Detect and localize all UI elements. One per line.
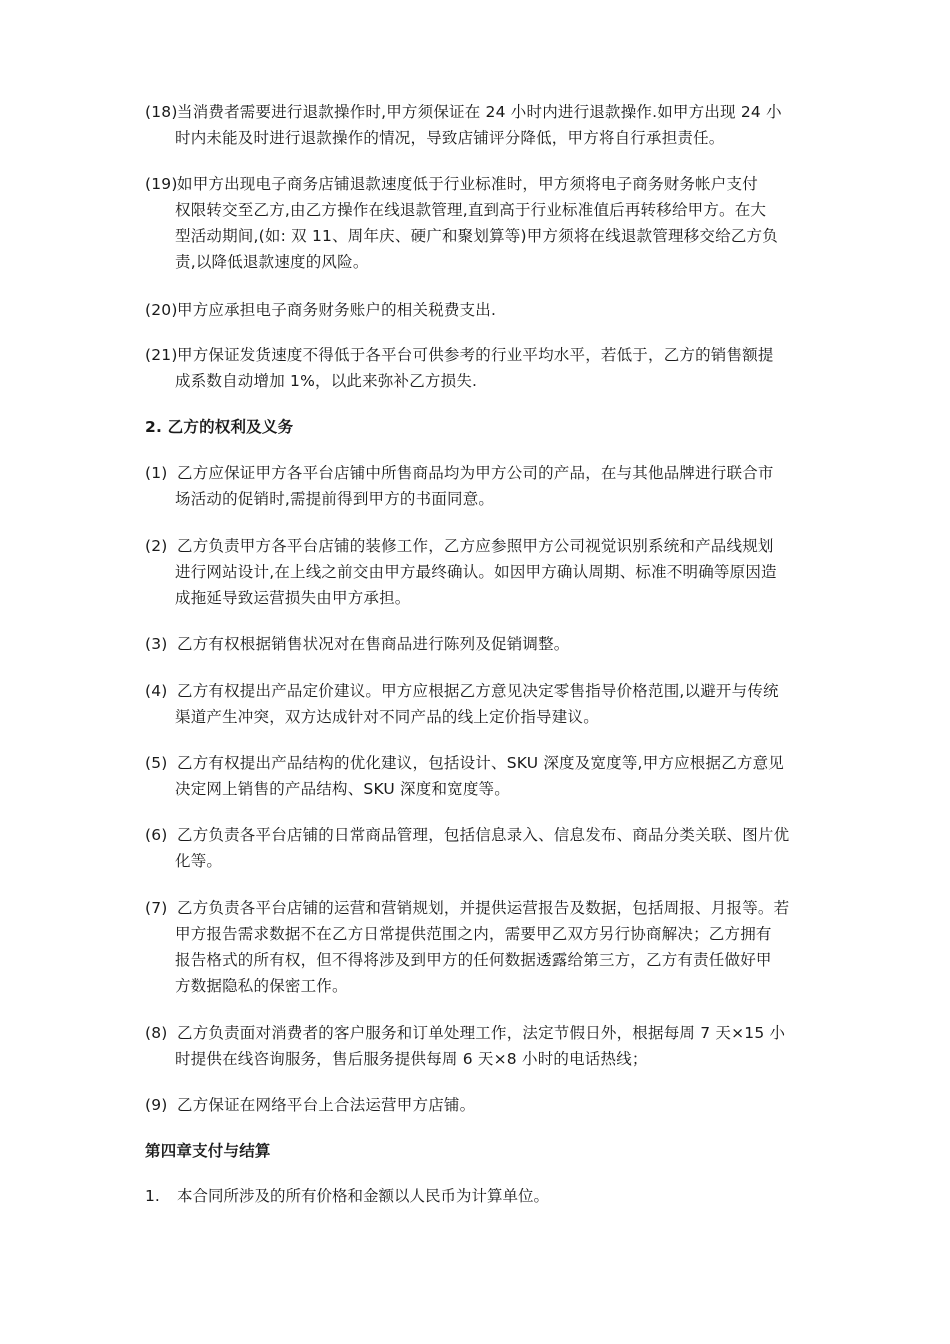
clause-text-line: 成拖延导致运营损失由甲方承担。 <box>175 589 411 607</box>
sec2-clause-5 <box>145 750 810 802</box>
clause-text-line: 乙方应保证甲方各平台店铺中所售商品均为甲方公司的产品，在与其他品牌进行联合市 <box>177 464 774 482</box>
clause-text-line: 乙方有权提出产品结构的优化建议，包括设计、SKU 深度及宽度等,甲方应根据乙方意见 <box>177 754 784 772</box>
clause-text-line: 决定网上销售的产品结构、SKU 深度和宽度等。 <box>175 780 510 798</box>
clause-text-line: 渠道产生冲突，双方达成针对不同产品的线上定价指导建议。 <box>175 708 599 726</box>
chapter4-clause-1 <box>145 1183 549 1209</box>
sec2-clause-2 <box>145 533 810 611</box>
clause-18 <box>145 99 810 151</box>
clause-19 <box>145 171 810 275</box>
sec2-clause-4 <box>145 678 810 730</box>
sec2-clause-8 <box>145 1020 810 1072</box>
clause-text-line: 当消费者需要进行退款操作时,甲方须保证在 24 小时内进行退款操作.如甲方出现 24 小 <box>177 103 782 121</box>
clause-number: (19) <box>145 175 178 193</box>
clause-text-line: 报告格式的所有权，但不得将涉及到甲方的任何数据透露给第三方，乙方有责任做好甲 <box>175 951 772 969</box>
sec2-clause-6 <box>145 822 810 874</box>
clause-number: (2) <box>145 537 168 555</box>
clause-number: (1) <box>145 464 168 482</box>
clause-number: (9) <box>145 1096 168 1114</box>
clause-text-line: 乙方负责面对消费者的客户服务和订单处理工作，法定节假日外，根据每周 7 天×15 小 <box>177 1024 786 1042</box>
clause-text-line: 时内未能及时进行退款操作的情况，导致店铺评分降低，甲方将自行承担责任。 <box>175 129 725 147</box>
clause-20 <box>145 297 810 323</box>
clause-text-line: 乙方负责甲方各平台店铺的装修工作，乙方应参照甲方公司视觉识别系统和产品线规划 <box>177 537 774 555</box>
clause-text-line: 权限转交至乙方,由乙方操作在线退款管理,直到高于行业标准值后再转移给甲方。在大 <box>175 201 767 219</box>
clause-number: (20) <box>145 301 178 319</box>
clause-text-line: 甲方应承担电子商务财务账户的相关税费支出. <box>177 301 497 319</box>
clause-text-line: 时提供在线咨询服务，售后服务提供每周 6 天×8 小时的电话热线； <box>175 1050 648 1068</box>
sec2-clause-7 <box>145 895 810 999</box>
sec2-clause-9 <box>145 1092 810 1118</box>
chapter-4-heading: 第四章支付与结算 <box>145 1142 271 1160</box>
clause-text-line: 乙方负责各平台店铺的运营和营销规划，并提供运营报告及数据，包括周报、月报等。若 <box>177 899 790 917</box>
clause-number: (7) <box>145 899 168 917</box>
sec2-clause-1 <box>145 460 810 512</box>
clause-number: (18) <box>145 103 178 121</box>
clause-number: (5) <box>145 754 168 772</box>
clause-text-line: 进行网站设计,在上线之前交由甲方最终确认。如因甲方确认周期、标准不明确等原因造 <box>175 563 777 581</box>
section-2-heading: 2. 乙方的权利及义务 <box>145 418 294 436</box>
clause-text-line: 方数据隐私的保密工作。 <box>175 977 348 995</box>
clause-text-line: 成系数自动增加 1%，以此来弥补乙方损失. <box>175 372 478 390</box>
clause-text-line: 乙方负责各平台店铺的日常商品管理，包括信息录入、信息发布、商品分类关联、图片优 <box>177 826 790 844</box>
sec2-clause-3 <box>145 631 810 657</box>
clause-text-line: 乙方保证在网络平台上合法运营甲方店铺。 <box>177 1096 476 1114</box>
clause-number: (6) <box>145 826 168 844</box>
clause-21 <box>145 342 810 394</box>
clause-text-line: 如甲方出现电子商务店铺退款速度低于行业标准时，甲方须将电子商务财务帐户支付 <box>177 175 758 193</box>
clause-text-line: 型活动期间,(如: 双 11、周年庆、硬广和聚划算等)甲方须将在线退款管理移交给乙方负 <box>175 227 778 245</box>
clause-number: 1. <box>145 1187 160 1205</box>
clause-text-line: 甲方报告需求数据不在乙方日常提供范围之内，需要甲乙双方另行协商解决；乙方拥有 <box>175 925 772 943</box>
clause-number: (3) <box>145 635 168 653</box>
clause-text-line: 化等。 <box>175 852 223 870</box>
clause-text-line: 乙方有权根据销售状况对在售商品进行陈列及促销调整。 <box>177 635 570 653</box>
clause-text-line: 乙方有权提出产品定价建议。甲方应根据乙方意见决定零售指导价格范围,以避开与传统 <box>177 682 779 700</box>
clause-text-line: 责,以降低退款速度的风险。 <box>175 253 369 271</box>
clause-text-line: 场活动的促销时,需提前得到甲方的书面同意。 <box>175 490 495 508</box>
clause-text-line: 甲方保证发货速度不得低于各平台可供参考的行业平均水平，若低于，乙方的销售额提 <box>177 346 774 364</box>
clause-number: (21) <box>145 346 178 364</box>
clause-text-line: 本合同所涉及的所有价格和金额以人民币为计算单位。 <box>177 1187 550 1205</box>
clause-number: (4) <box>145 682 168 700</box>
clause-number: (8) <box>145 1024 168 1042</box>
